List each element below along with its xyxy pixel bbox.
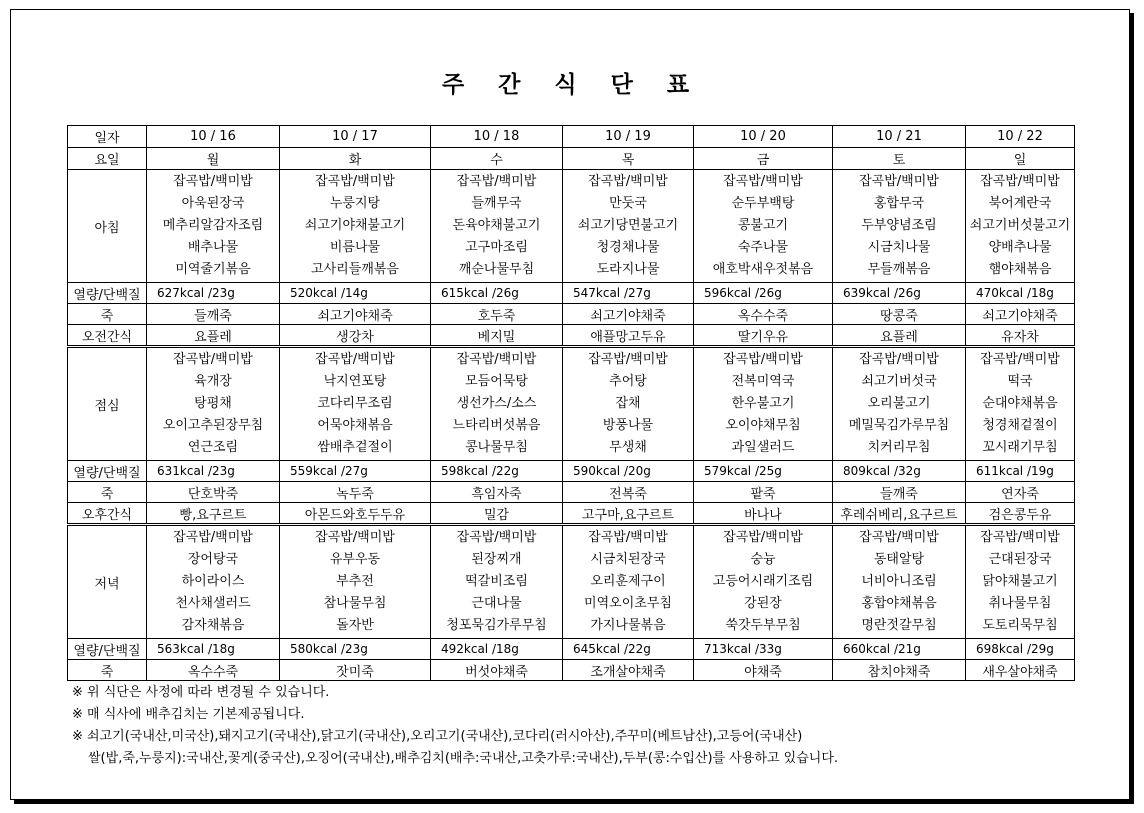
dish-item: 청경채겉절이 bbox=[982, 418, 1058, 433]
snack-cell: 요플레 bbox=[833, 325, 966, 347]
table-row bbox=[68, 525, 1075, 639]
dish-item: 쇠고기버섯국 bbox=[861, 374, 937, 389]
dish-item: 잡곡밥/백미밥 bbox=[173, 174, 253, 189]
dish-item: 미역줄기볶음 bbox=[175, 262, 251, 277]
dish-item: 홍합야채볶음 bbox=[861, 596, 937, 611]
porridge-cell: 새우살야채죽 bbox=[966, 660, 1075, 681]
snack-cell: 바나나 bbox=[694, 503, 833, 525]
lunch-label: 점심 bbox=[68, 347, 147, 461]
porridge-label: 죽 bbox=[68, 304, 147, 325]
note-line: 쌀(밥,죽,누룽지):국내산,꽃게(중국산),오징어(국내산),배추김치(배추:국내산,고춧가루:국내산),두부(콩:수입산)를 사용하고 있습니다. bbox=[88, 751, 839, 766]
nutrition-cell: 596kcal /26g bbox=[694, 283, 833, 304]
date-cell: 10 / 22 bbox=[966, 126, 1075, 148]
note-line: ※ 매 식사에 배추김치는 기본제공됩니다. bbox=[72, 707, 305, 722]
dish-item: 떡갈비조림 bbox=[465, 574, 528, 589]
note-line: ※ 위 식단은 사정에 따라 변경될 수 있습니다. bbox=[72, 685, 330, 700]
nutrition-cell: 563kcal /18g bbox=[147, 639, 280, 660]
dinner-dishes-cell bbox=[966, 525, 1075, 639]
porridge-cell: 녹두죽 bbox=[280, 482, 431, 503]
dish-item: 잡곡밥/백미밥 bbox=[173, 530, 253, 545]
nutrition-cell: 492kcal /18g bbox=[431, 639, 563, 660]
table-row bbox=[68, 639, 1075, 660]
dish-item: 잡곡밥/백미밥 bbox=[588, 352, 668, 367]
lunch-dishes-cell bbox=[694, 347, 833, 461]
porridge-cell: 쇠고기야채죽 bbox=[563, 304, 694, 325]
dish-item: 탕평채 bbox=[194, 396, 232, 411]
snack-cell: 딸기우유 bbox=[694, 325, 833, 347]
day-cell: 화 bbox=[280, 148, 431, 170]
date-cell: 10 / 21 bbox=[833, 126, 966, 148]
snack-cell: 유자차 bbox=[966, 325, 1075, 347]
dish-item: 배추나물 bbox=[187, 240, 239, 255]
table-row bbox=[68, 660, 1075, 681]
snack-cell: 검은콩두유 bbox=[966, 503, 1075, 525]
dish-item: 가지나물볶음 bbox=[590, 618, 666, 633]
breakfast-dishes-cell bbox=[147, 170, 280, 283]
lunch-dishes-cell bbox=[833, 347, 966, 461]
dish-item: 홍합무국 bbox=[873, 196, 925, 211]
dish-item: 하이라이스 bbox=[181, 574, 245, 589]
dish-item: 잡곡밥/백미밥 bbox=[456, 352, 537, 367]
porridge-cell: 단호박죽 bbox=[147, 482, 280, 503]
notes bbox=[72, 682, 838, 770]
dish-item: 감자채볶음 bbox=[181, 618, 245, 633]
dish-item: 느타리버섯볶음 bbox=[452, 418, 541, 433]
snack-cell: 생강차 bbox=[280, 325, 431, 347]
dish-item: 북어계란국 bbox=[988, 196, 1052, 211]
dish-item: 천사채샐러드 bbox=[175, 596, 251, 611]
table-row bbox=[68, 170, 1075, 283]
porridge-cell: 팥죽 bbox=[694, 482, 833, 503]
nutrition-cell: 559kcal /27g bbox=[280, 461, 431, 482]
dish-item: 잡곡밥/백미밥 bbox=[859, 174, 939, 189]
dish-item: 콩나물무침 bbox=[465, 440, 528, 455]
table-row bbox=[68, 304, 1075, 325]
dish-item: 숭늉 bbox=[750, 552, 776, 567]
breakfast-dishes-cell bbox=[694, 170, 833, 283]
dish-item: 고사리들깨볶음 bbox=[311, 262, 399, 277]
nutrition-cell: 713kcal /33g bbox=[694, 639, 833, 660]
nutrition-cell: 520kcal /14g bbox=[280, 283, 431, 304]
nutrition-label: 열량/단백질 bbox=[68, 639, 147, 660]
dish-item: 잡곡밥/백미밥 bbox=[980, 530, 1060, 545]
breakfast-dishes-cell bbox=[966, 170, 1075, 283]
dish-item: 콩불고기 bbox=[737, 218, 789, 233]
dish-item: 만둣국 bbox=[609, 196, 647, 211]
nutrition-cell: 547kcal /27g bbox=[563, 283, 694, 304]
dish-item: 쇠고기당면불고기 bbox=[577, 218, 679, 233]
dish-item: 무들깨볶음 bbox=[867, 262, 931, 277]
day-cell: 월 bbox=[147, 148, 280, 170]
dish-item: 유부우동 bbox=[329, 552, 381, 567]
nutrition-cell: 579kcal /25g bbox=[694, 461, 833, 482]
dish-item: 아욱된장국 bbox=[181, 196, 245, 211]
dish-item: 양배추나물 bbox=[988, 240, 1052, 255]
snack-cell: 고구마,요구르트 bbox=[563, 503, 694, 525]
afternoon_snack-label: 오후간식 bbox=[68, 503, 147, 525]
porridge-cell: 연자죽 bbox=[966, 482, 1075, 503]
dish-item: 청포묵김가루무침 bbox=[446, 618, 547, 633]
dish-item: 오이야채무침 bbox=[725, 418, 801, 433]
snack-cell: 베지밀 bbox=[431, 325, 563, 347]
dish-item: 오리훈제구이 bbox=[590, 574, 666, 589]
lunch-dishes-cell bbox=[147, 347, 280, 461]
porridge-cell: 들깨죽 bbox=[833, 482, 966, 503]
dish-item: 강된장 bbox=[744, 596, 782, 611]
dish-item: 쇠고기버섯불고기 bbox=[969, 218, 1071, 233]
day-cell: 수 bbox=[431, 148, 563, 170]
dish-item: 잡곡밥/백미밥 bbox=[315, 530, 395, 545]
porridge-cell: 전복죽 bbox=[563, 482, 694, 503]
dish-item: 잡곡밥/백미밥 bbox=[315, 174, 395, 189]
nutrition-cell: 611kcal /19g bbox=[966, 461, 1075, 482]
lunch-dishes-cell bbox=[563, 347, 694, 461]
dish-item: 누룽지탕 bbox=[329, 196, 381, 211]
dish-item: 참나물무침 bbox=[323, 596, 387, 611]
dish-item: 숙주나물 bbox=[737, 240, 789, 255]
nutrition-label: 열량/단백질 bbox=[68, 461, 147, 482]
porridge-cell: 잣미죽 bbox=[280, 660, 431, 681]
day-cell: 금 bbox=[694, 148, 833, 170]
dish-item: 순대야채볶음 bbox=[982, 396, 1058, 411]
table-row bbox=[68, 126, 1075, 148]
dish-item: 쇠고기야채불고기 bbox=[304, 218, 406, 233]
dish-item: 방풍나물 bbox=[602, 418, 654, 433]
dish-item: 근대된장국 bbox=[988, 552, 1052, 567]
dish-item: 도라지나물 bbox=[596, 262, 660, 277]
dish-item: 잡곡밥/백미밥 bbox=[723, 174, 803, 189]
dish-item: 잡곡밥/백미밥 bbox=[723, 530, 803, 545]
table-row bbox=[68, 325, 1075, 347]
dish-item: 잡곡밥/백미밥 bbox=[315, 352, 395, 367]
dish-item: 명란젓갈무침 bbox=[861, 618, 937, 633]
dish-item: 메추리알감자조림 bbox=[162, 218, 264, 233]
dish-item: 잡곡밥/백미밥 bbox=[859, 352, 939, 367]
nutrition-cell: 809kcal /32g bbox=[833, 461, 966, 482]
dish-item: 시금치나물 bbox=[867, 240, 931, 255]
morning_snack-label: 오전간식 bbox=[68, 325, 147, 347]
nutrition-cell: 470kcal /18g bbox=[966, 283, 1075, 304]
dish-item: 취나물무침 bbox=[988, 596, 1052, 611]
dish-item: 연근조림 bbox=[187, 440, 239, 455]
dish-item: 잡곡밥/백미밥 bbox=[723, 352, 803, 367]
day-cell: 목 bbox=[563, 148, 694, 170]
dinner-label: 저녁 bbox=[68, 525, 147, 639]
dish-item: 메밀묵김가루무침 bbox=[848, 418, 950, 433]
nutrition-cell: 590kcal /20g bbox=[563, 461, 694, 482]
dish-item: 코다리무조림 bbox=[317, 396, 393, 411]
porridge-cell: 쇠고기야채죽 bbox=[966, 304, 1075, 325]
breakfast-dishes-cell bbox=[431, 170, 563, 283]
dish-item: 잡곡밥/백미밥 bbox=[859, 530, 939, 545]
dish-item: 잡곡밥/백미밥 bbox=[588, 174, 668, 189]
porridge-label: 죽 bbox=[68, 482, 147, 503]
dish-item: 부추전 bbox=[336, 574, 374, 589]
dish-item: 된장찌개 bbox=[471, 552, 522, 567]
dish-item: 한우불고기 bbox=[731, 396, 795, 411]
dinner-dishes-cell bbox=[833, 525, 966, 639]
weekly-menu-table bbox=[67, 125, 1075, 681]
porridge-cell: 참치야채죽 bbox=[833, 660, 966, 681]
porridge-cell: 호두죽 bbox=[431, 304, 563, 325]
table-row bbox=[68, 283, 1075, 304]
dish-item: 육개장 bbox=[194, 374, 232, 389]
nutrition-cell: 615kcal /26g bbox=[431, 283, 563, 304]
date-cell: 10 / 17 bbox=[280, 126, 431, 148]
dish-item: 오리불고기 bbox=[867, 396, 931, 411]
dish-item: 잡곡밥/백미밥 bbox=[456, 174, 537, 189]
nutrition-cell: 645kcal /22g bbox=[563, 639, 694, 660]
date-cell: 10 / 16 bbox=[147, 126, 280, 148]
dish-item: 떡국 bbox=[1007, 374, 1033, 389]
dish-item: 쌈배추겉절이 bbox=[317, 440, 393, 455]
porridge-cell: 옥수수죽 bbox=[694, 304, 833, 325]
dish-item: 전복미역국 bbox=[731, 374, 795, 389]
dish-item: 과일샐러드 bbox=[731, 440, 795, 455]
nutrition-cell: 698kcal /29g bbox=[966, 639, 1075, 660]
nutrition-label: 열량/단백질 bbox=[68, 283, 147, 304]
snack-cell: 애플망고두유 bbox=[563, 325, 694, 347]
day-label: 요일 bbox=[68, 148, 147, 170]
dish-item: 닭야채불고기 bbox=[982, 574, 1058, 589]
dish-item: 어묵야채볶음 bbox=[317, 418, 393, 433]
dinner-dishes-cell bbox=[431, 525, 563, 639]
dish-item: 잡곡밥/백미밥 bbox=[588, 530, 668, 545]
nutrition-cell: 660kcal /21g bbox=[833, 639, 966, 660]
day-cell: 토 bbox=[833, 148, 966, 170]
snack-cell: 아몬드와호두두유 bbox=[280, 503, 431, 525]
dish-item: 고등어시래기조림 bbox=[712, 574, 814, 589]
dish-item: 근대나물 bbox=[471, 596, 522, 611]
dish-item: 미역오이초무침 bbox=[584, 596, 672, 611]
snack-cell: 후레쉬베리,요구르트 bbox=[833, 503, 966, 525]
dish-item: 깨순나물무침 bbox=[458, 262, 535, 277]
snack-cell: 요플레 bbox=[147, 325, 280, 347]
table-row bbox=[68, 482, 1075, 503]
nutrition-cell: 639kcal /26g bbox=[833, 283, 966, 304]
dish-item: 도토리묵무침 bbox=[982, 618, 1058, 633]
dinner-dishes-cell bbox=[147, 525, 280, 639]
nutrition-cell: 580kcal /23g bbox=[280, 639, 431, 660]
porridge-cell: 쇠고기야채죽 bbox=[280, 304, 431, 325]
dish-item: 돌자반 bbox=[336, 618, 374, 633]
dish-item: 모듬어묵탕 bbox=[465, 374, 528, 389]
breakfast-dishes-cell bbox=[280, 170, 431, 283]
lunch-dishes-cell bbox=[280, 347, 431, 461]
dish-item: 고구마조림 bbox=[465, 240, 528, 255]
table-row bbox=[68, 148, 1075, 170]
porridge-cell: 조개살야채죽 bbox=[563, 660, 694, 681]
dish-item: 돈육야채불고기 bbox=[452, 218, 541, 233]
dish-item: 생선가스/소스 bbox=[456, 396, 537, 411]
dish-item: 쑥갓두부무침 bbox=[725, 618, 801, 633]
dish-item: 잡곡밥/백미밥 bbox=[980, 352, 1060, 367]
porridge-cell: 땅콩죽 bbox=[833, 304, 966, 325]
dish-item: 잡곡밥/백미밥 bbox=[173, 352, 253, 367]
nutrition-cell: 627kcal /23g bbox=[147, 283, 280, 304]
page-title: 주 간 식 단 표 bbox=[441, 72, 703, 98]
porridge-cell: 버섯야채죽 bbox=[431, 660, 563, 681]
dish-item: 무생채 bbox=[609, 440, 647, 455]
dinner-dishes-cell bbox=[563, 525, 694, 639]
dish-item: 동태알탕 bbox=[873, 552, 925, 567]
dish-item: 비름나물 bbox=[329, 240, 381, 255]
dish-item: 순두부백탕 bbox=[731, 196, 795, 211]
snack-cell: 밀감 bbox=[431, 503, 563, 525]
date-cell: 10 / 18 bbox=[431, 126, 563, 148]
breakfast-dishes-cell bbox=[563, 170, 694, 283]
dish-item: 낙지연포탕 bbox=[323, 374, 387, 389]
date-label: 일자 bbox=[68, 126, 147, 148]
porridge-cell: 야채죽 bbox=[694, 660, 833, 681]
nutrition-cell: 631kcal /23g bbox=[147, 461, 280, 482]
dinner-dishes-cell bbox=[694, 525, 833, 639]
date-cell: 10 / 20 bbox=[694, 126, 833, 148]
dish-item: 들깨무국 bbox=[471, 196, 522, 211]
snack-cell: 빵,요구르트 bbox=[147, 503, 280, 525]
porridge-label: 죽 bbox=[68, 660, 147, 681]
dish-item: 오이고추된장무침 bbox=[162, 418, 264, 433]
dish-item: 시금치된장국 bbox=[590, 552, 666, 567]
dish-item: 치커리무침 bbox=[867, 440, 931, 455]
note-line: ※ 쇠고기(국내산,미국산),돼지고기(국내산),닭고기(국내산),오리고기(국내산),코다리(러시아산),주꾸미(베트남산),고등어(국내산) bbox=[72, 729, 803, 744]
nutrition-cell: 598kcal /22g bbox=[431, 461, 563, 482]
porridge-cell: 흑임자죽 bbox=[431, 482, 563, 503]
breakfast-label: 아침 bbox=[68, 170, 147, 283]
dish-item: 장어탕국 bbox=[187, 552, 239, 567]
dish-item: 추어탕 bbox=[609, 374, 647, 389]
dish-item: 두부양념조림 bbox=[861, 218, 937, 233]
table-row bbox=[68, 503, 1075, 525]
dinner-dishes-cell bbox=[280, 525, 431, 639]
dish-item: 청경채나물 bbox=[596, 240, 660, 255]
dish-item: 너비아니조림 bbox=[861, 574, 937, 589]
lunch-dishes-cell bbox=[966, 347, 1075, 461]
porridge-cell: 옥수수죽 bbox=[147, 660, 280, 681]
date-cell: 10 / 19 bbox=[563, 126, 694, 148]
dish-item: 잡곡밥/백미밥 bbox=[980, 174, 1060, 189]
lunch-dishes-cell bbox=[431, 347, 563, 461]
dish-item: 애호박새우젓볶음 bbox=[712, 262, 814, 277]
table-row bbox=[68, 461, 1075, 482]
porridge-cell: 들깨죽 bbox=[147, 304, 280, 325]
day-cell: 일 bbox=[966, 148, 1075, 170]
dish-item: 잡곡밥/백미밥 bbox=[456, 530, 537, 545]
breakfast-dishes-cell bbox=[833, 170, 966, 283]
dish-item: 잡채 bbox=[615, 396, 641, 411]
dish-item: 꼬시래기무침 bbox=[982, 440, 1058, 455]
table-row bbox=[68, 347, 1075, 461]
dish-item: 햄야채볶음 bbox=[988, 262, 1052, 277]
